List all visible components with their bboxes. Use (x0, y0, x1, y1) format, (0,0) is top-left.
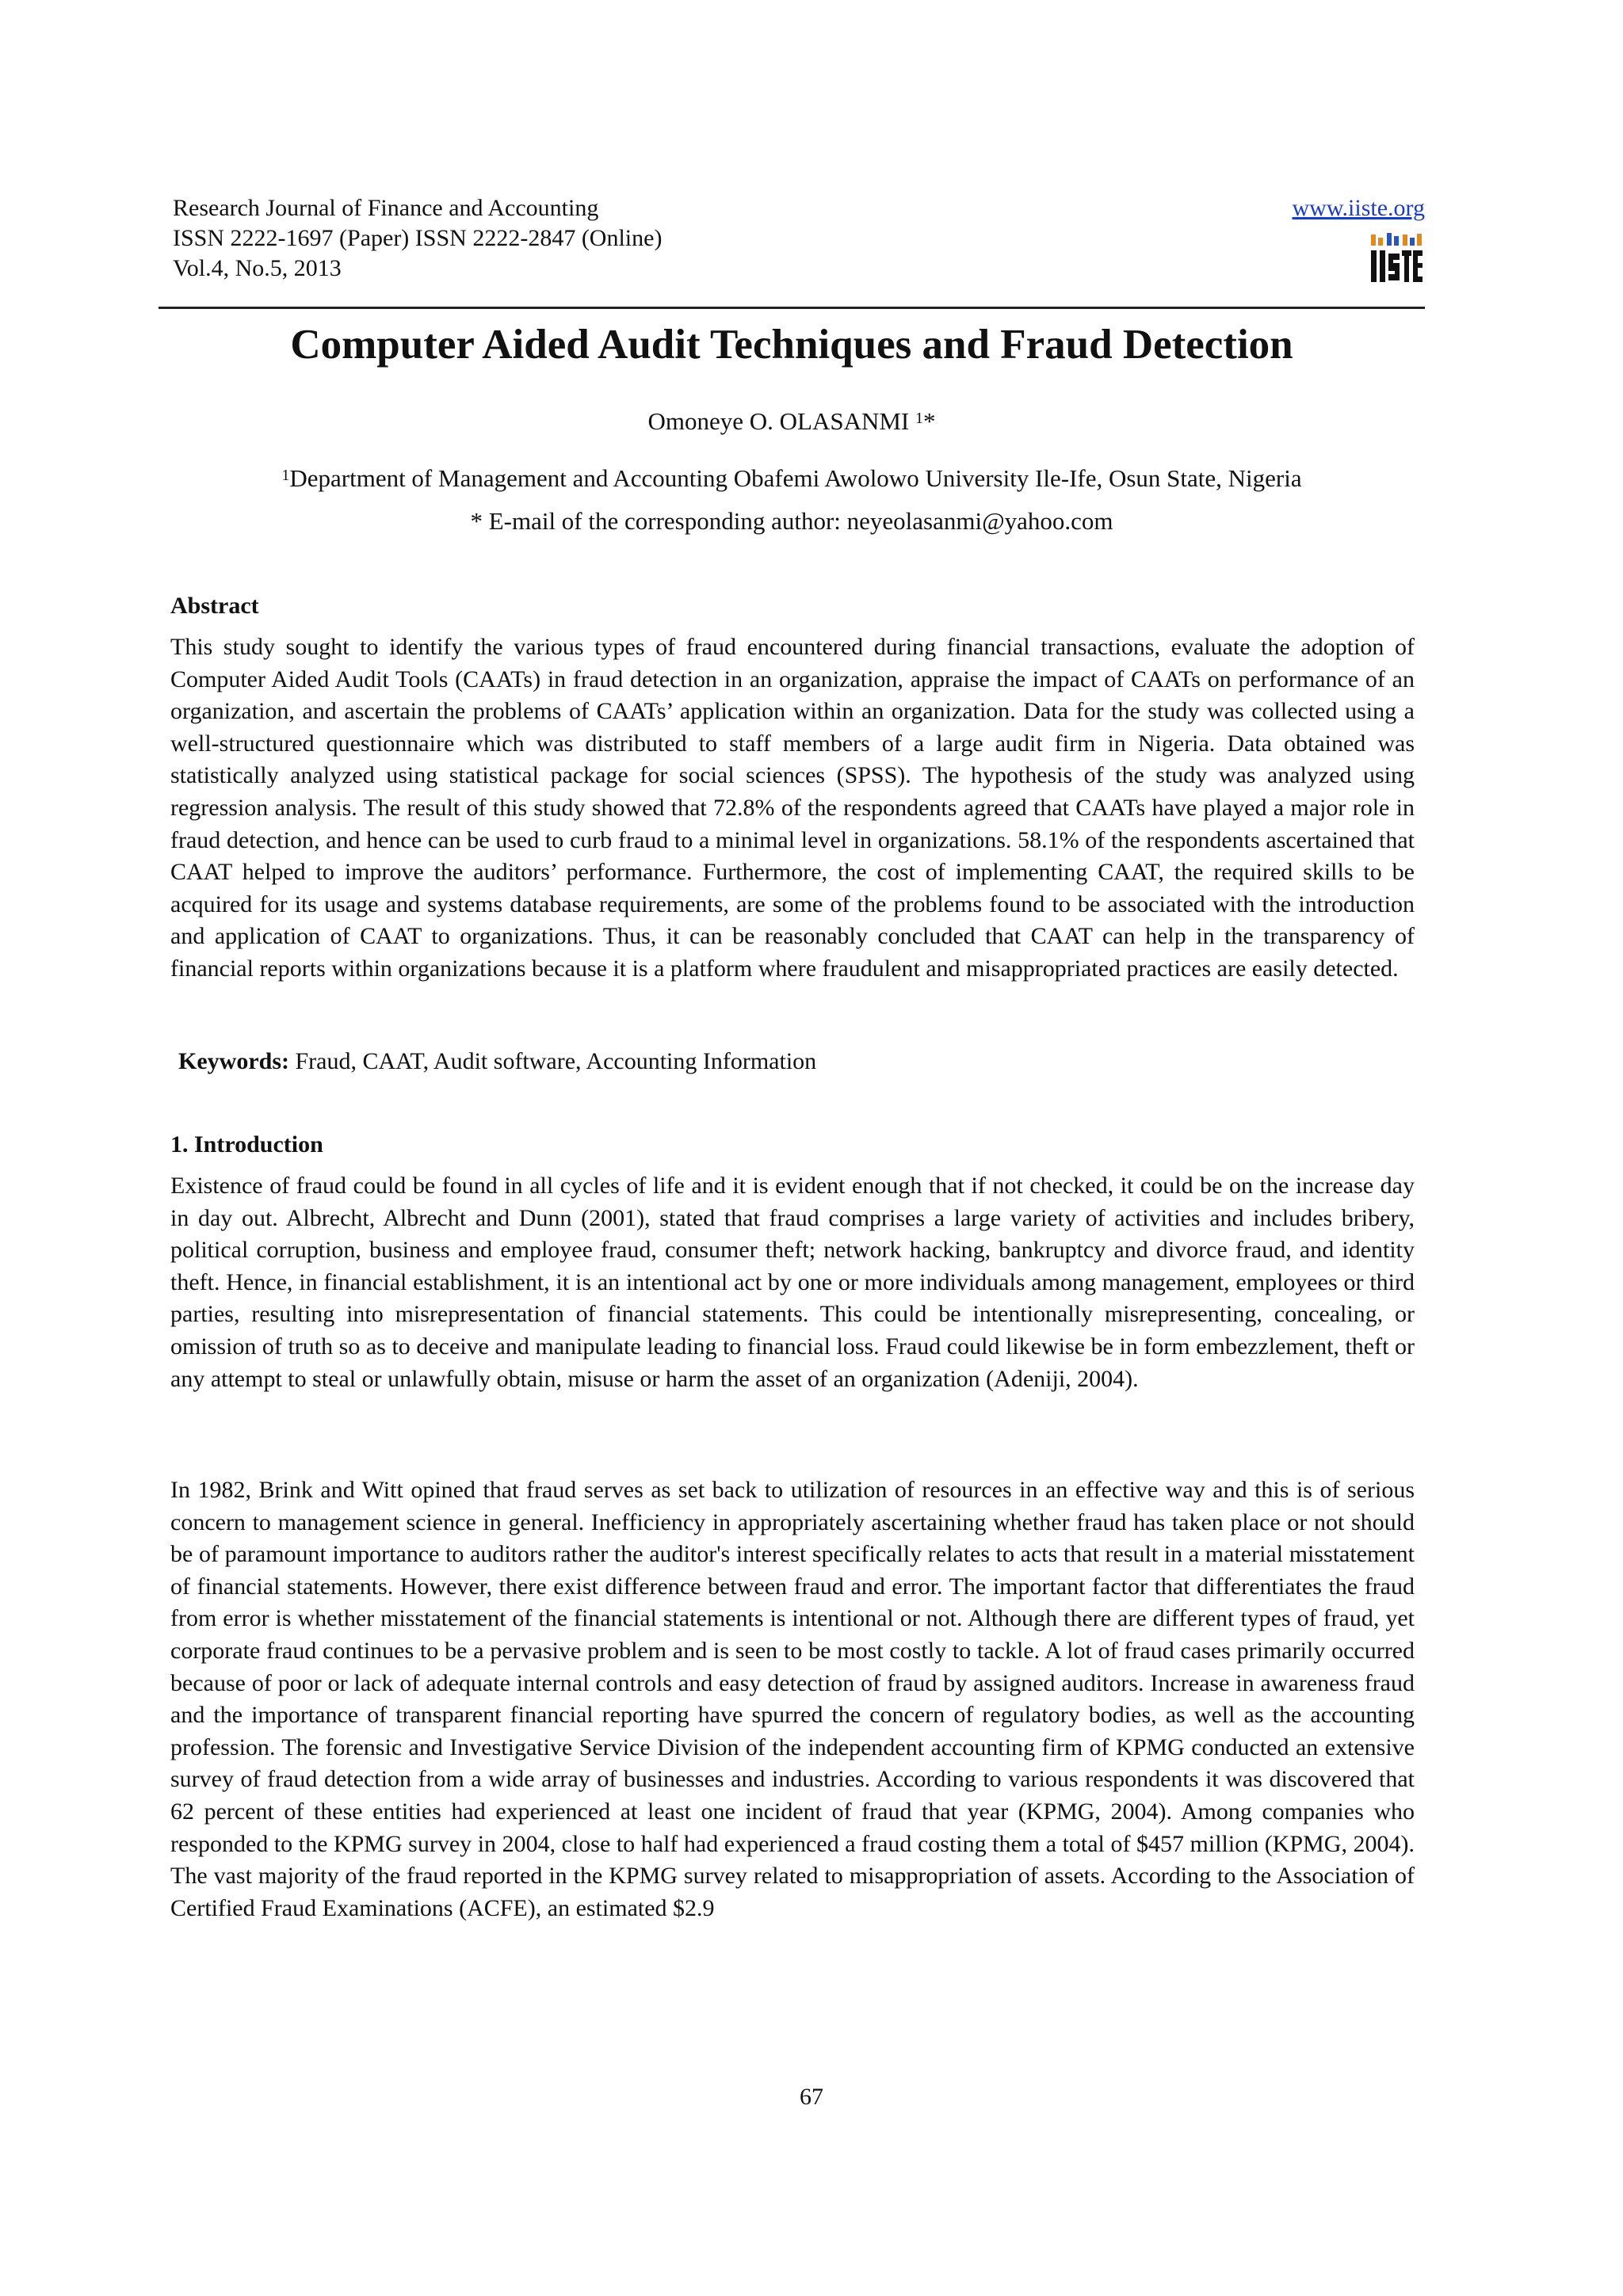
journal-volume: Vol.4, No.5, 2013 (173, 255, 342, 281)
author-line (158, 406, 1425, 437)
keywords-line (178, 1046, 816, 1077)
header-rule (158, 307, 1425, 309)
affiliation-text: Department of Management and Accounting Obafemi Awolowo University Ile-Ife, Osun State, Nigeria (289, 464, 1302, 492)
running-header (173, 193, 1425, 284)
abstract-heading: Abstract (170, 593, 259, 619)
introduction-paragraph-1: Existence of fraud could be found in all cycles of life and it is evident enough that if not checked, it could be on the increase day in day out. Albrecht, Albrecht and Dunn (2001), stated that fraud comprises a large variety of activities and includes bribery, political corruption, business and employee fraud, consumer theft; network hacking, bankruptcy and divorce fraud, and identity theft. Hence, in financial establishment, it is an intentional act by one or more individuals among management, employees or third parties, resulting into misrepresentation of financial statements. This could be intentionally misrepresenting, concealing, or omission of truth so as to deceive and manipulate leading to financial loss. Fraud could likewise be in form embezzlement, theft or any attempt to steal or unlawfully obtain, misuse or harm the asset of an organization (Adeniji, 2004). (170, 1173, 1415, 1392)
journal-url-link[interactable]: www.iiste.org (1292, 195, 1425, 221)
page-number: 67 (800, 2084, 823, 2110)
author-name: Omoneye O. OLASANMI (647, 407, 910, 435)
keywords-label: Keywords: (178, 1048, 289, 1074)
affiliation-line (158, 463, 1425, 494)
corresponding-email: * E-mail of the corresponding author: neyeolasanmi@yahoo.com (470, 507, 1113, 535)
paper-title: Computer Aided Audit Techniques and Fraud Detection (290, 322, 1293, 368)
iiste-logo-icon (1369, 231, 1425, 287)
introduction-heading: 1. Introduction (170, 1131, 323, 1158)
author-corresponding-mark: * (923, 407, 936, 435)
introduction-paragraph-2: In 1982, Brink and Witt opined that fraud serves as set back to utilization of resources in an effective way and this is of serious concern to management science in general. Inefficiency in appropriately ascertaining whether fraud has taken place or not should be of paramount importance to auditors rather the auditor's interest specifically relates to acts that result in a material misstatement of financial statements. However, there exist difference between fraud and error. The important factor that differentiates the fraud from error is whether misstatement of the financial statements is intentional or not. Although there are different types of fraud, yet corporate fraud continues to be a pervasive problem and is seen to be most costly to tackle. A lot of fraud cases primarily occurred because of poor or lack of adequate internal controls and easy detection of fraud by assigned auditors. Increase in awareness fraud and the importance of transparent financial reporting have spurred the concern of regulatory bodies, as well as the accounting profession. The forensic and Investigative Service Division of the independent accounting firm of KPMG conducted an extensive survey of fraud detection from a wide array of businesses and industries. According to various respondents it was discovered that 62 percent of these entities had experienced at least one incident of fraud that year (KPMG, 2004). Among companies who responded to the KPMG survey in 2004, close to half had experienced a fraud costing them a total of $457 million (KPMG, 2004). The vast majority of the fraud reported in the KPMG survey related to misappropriation of assets. According to the Association of Certified Fraud Examinations (ACFE), an estimated $2.9 (170, 1477, 1415, 1921)
abstract-body: This study sought to identify the various types of fraud encountered during financial transactions, evaluate the adoption of Computer Aided Audit Tools (CAATs) in fraud detection in an organization, appraise the impact of CAATs on performance of an organization, and ascertain the problems of CAATs’ application within an organization. Data for the study was collected using a well-structured questionnaire which was distributed to staff members of a large audit firm in Nigeria. Data obtained was statistically analyzed using statistical package for social sciences (SPSS). The hypothesis of the study was analyzed using regression analysis. The result of this study showed that 72.8% of the respondents agreed that CAATs have played a major role in fraud detection, and hence can be used to curb fraud to a minimal level in organizations. 58.1% of the respondents ascertained that CAAT helped to improve the auditors’ performance. Furthermore, the cost of implementing CAAT, the required skills to be acquired for its usage and systems database requirements, are some of the problems found to be associated with the introduction and application of CAAT to organizations. Thus, it can be reasonably concluded that CAAT can help in the transparency of financial reports within organizations because it is a platform where fraudulent and misappropriated practices are easily detected. (170, 634, 1415, 982)
author-affiliation-mark: 1 (915, 410, 924, 427)
journal-name: Research Journal of Finance and Accounting (173, 195, 599, 221)
affiliation-mark: 1 (281, 467, 290, 484)
keywords-text: Fraud, CAAT, Audit software, Accounting Information (295, 1048, 817, 1074)
journal-issn: ISSN 2222-1697 (Paper) ISSN 2222-2847 (Online) (173, 225, 663, 251)
